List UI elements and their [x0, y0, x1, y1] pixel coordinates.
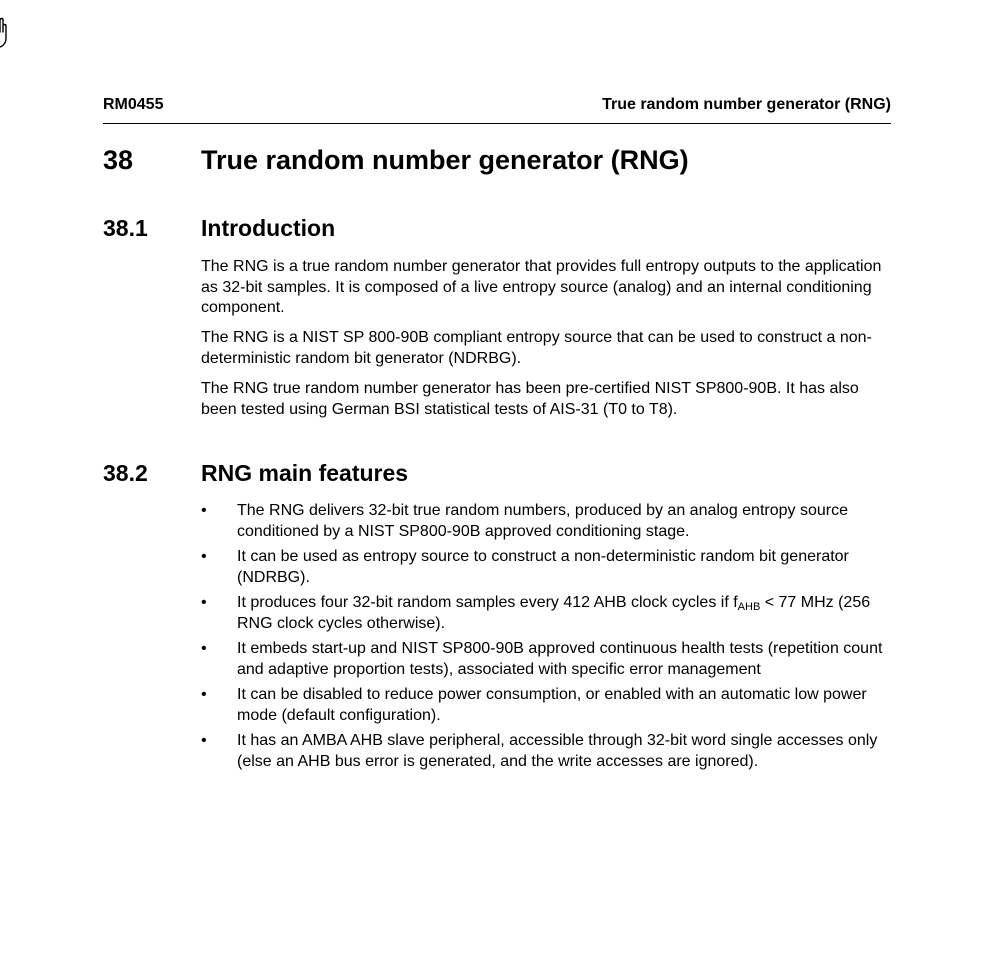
feature-text	[237, 594, 870, 632]
section-number-introduction: 38.1	[103, 215, 148, 241]
feature-text-before: It produces four 32-bit random samples every 412 AHB clock cycles if f	[237, 594, 738, 611]
bullet-icon: •	[201, 686, 207, 703]
feature-item	[201, 639, 893, 680]
feature-text: It has an AMBA AHB slave peripheral, accessible through 32-bit word single accesses only (else an AHB bus error is generated, and the write accesses are ignored).	[237, 732, 878, 770]
feature-text: It embeds start-up and NIST SP800-90B approved continuous health tests (repetition count and adaptive proportion tests), associated with specific error management	[237, 640, 883, 678]
page-header	[103, 96, 891, 124]
bullet-icon: •	[201, 502, 207, 519]
bullet-icon: •	[201, 548, 207, 565]
feature-text: It can be used as entropy source to construct a non-deterministic random bit generator (NDRBG).	[237, 548, 849, 586]
feature-item	[201, 501, 893, 542]
feature-item	[201, 685, 893, 726]
bullet-icon: •	[201, 594, 207, 611]
section-number-features: 38.2	[103, 460, 148, 486]
feature-text: It can be disabled to reduce power consumption, or enabled with an automatic low power mode (default configuration).	[237, 686, 867, 724]
feature-item	[201, 593, 893, 634]
intro-paragraph: The RNG is a NIST SP 800-90B compliant entropy source that can be used to construct a non-deterministic random bit generator (NDRBG).	[201, 329, 872, 367]
feature-list	[201, 501, 893, 777]
section-title-features: RNG main features	[201, 460, 409, 486]
chapter-number: 38	[103, 145, 134, 175]
chapter-title: True random number generator (RNG)	[201, 145, 689, 175]
intro-paragraph: The RNG is a true random number generator that provides full entropy outputs to the application as 32-bit samples. It is composed of a live entropy source (analog) and an internal conditioning component.	[201, 258, 882, 316]
bullet-icon: •	[201, 732, 207, 749]
document-id: RM0455	[103, 96, 164, 113]
hand-cursor-icon	[0, 14, 12, 50]
header-title: True random number generator (RNG)	[602, 96, 891, 113]
intro-paragraph: The RNG true random number generator has been pre-certified NIST SP800-90B. It has also been tested using German BSI statistical tests of AIS-31 (T0 to T8).	[201, 380, 859, 418]
clock-subscript: AHB	[737, 601, 761, 613]
feature-text-after: < 77 MHz (256 RNG clock cycles otherwise).	[237, 594, 871, 632]
section-title-introduction: Introduction	[201, 215, 336, 241]
feature-item	[201, 547, 893, 588]
bullet-icon: •	[201, 640, 207, 657]
feature-item	[201, 731, 893, 772]
feature-text: The RNG delivers 32-bit true random numbers, produced by an analog entropy source conditioned by a NIST SP800-90B approved conditioning stage.	[237, 502, 848, 540]
